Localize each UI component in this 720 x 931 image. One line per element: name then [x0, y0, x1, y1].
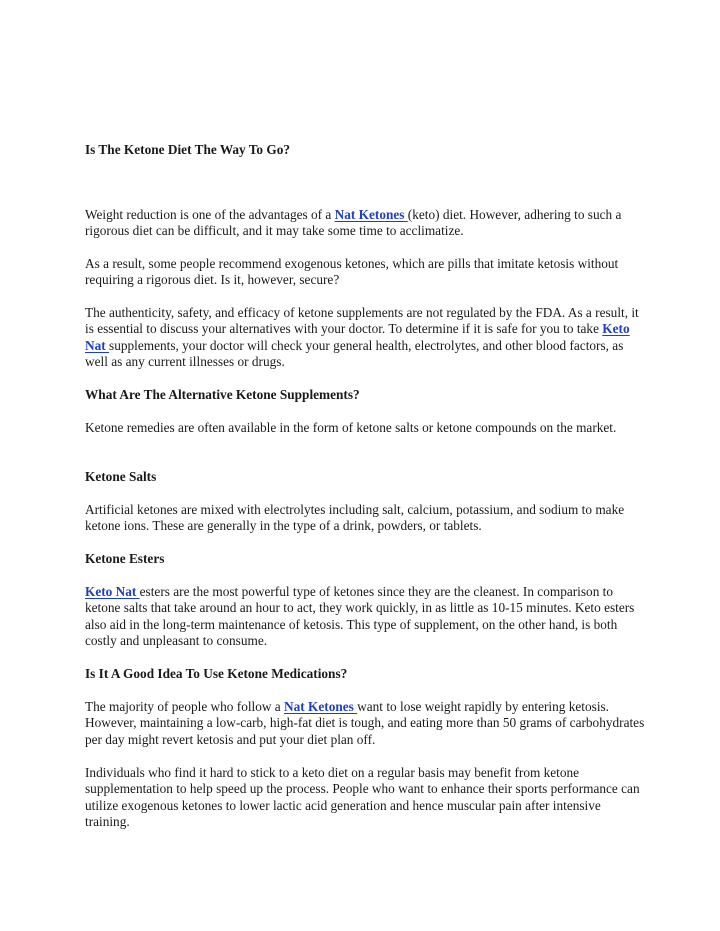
paragraph-exogenous: As a result, some people recommend exogenous ketones, which are pills that imitate ketosis without requiring a rigorous diet. Is it, however, secure?: [85, 256, 619, 288]
nat-ketones-link[interactable]: Nat Ketones: [334, 207, 408, 222]
paragraph-text: supplements, your doctor will check your general health, electrolytes, and other blood factors, as well as any current illnesses or drugs.: [85, 337, 624, 369]
paragraph-remedies: Ketone remedies are often available in the form of ketone salts or ketone compounds on the market.: [85, 420, 617, 435]
paragraph-text: (keto) diet. However, adhering to such a rigorous diet can be difficult, and it may take some time to acclimatize.: [85, 207, 622, 239]
page-title: Is The Ketone Diet The Way To Go?: [85, 142, 291, 157]
section-heading-alternatives: What Are The Alternative Ketone Supplements?: [85, 387, 360, 402]
paragraph-text: The authenticity, safety, and efficacy of ketone supplements are not regulated by the FDA. As a result, it is essential to discuss your alternatives with your doctor. To determine if it is safe for you to take: [85, 305, 639, 337]
paragraph-text: esters are the most powerful type of ketones since they are the cleanest. In comparison to ketone salts that take around an hour to act, they work quickly, in as little as 10-15 minutes. Keto esters also aid in the long-term maintenance of ketosis. This type of supplement, on the other hand, is both costly and unpleasant to consume.: [85, 584, 635, 648]
paragraph-intro: [85, 207, 645, 240]
section-heading-medications: Is It A Good Idea To Use Ketone Medications?: [85, 666, 348, 681]
keto-nat-link[interactable]: Keto Nat: [85, 321, 630, 353]
paragraph-text: Weight reduction is one of the advantages of a: [85, 207, 335, 222]
paragraph-text: The majority of people who follow a: [85, 699, 285, 714]
paragraph-majority: [85, 699, 645, 748]
paragraph-fda: [85, 305, 645, 370]
section-heading-salts: Ketone Salts: [85, 469, 157, 484]
paragraph-esters: [85, 584, 645, 649]
section-heading-esters: Ketone Esters: [85, 551, 165, 566]
keto-nat-link[interactable]: Keto Nat: [85, 584, 140, 599]
paragraph-text: want to lose weight rapidly by entering ketosis. However, maintaining a low-carb, high-fat diet is tough, and eating more than 50 grams of carbohydrates per day might revert ketosis and put your diet plan off.: [85, 699, 645, 747]
nat-ketones-link[interactable]: Nat Ketones: [284, 699, 358, 714]
paragraph-supplementation: Individuals who find it hard to stick to a keto diet on a regular basis may benefit from ketone supplementation to help speed up the process. People who want to enhance their sports performance can utilize exogenous ketones to lower lactic acid generation and hence muscular pain after intensive training.: [85, 765, 640, 829]
paragraph-salts: Artificial ketones are mixed with electrolytes including salt, calcium, potassium, and sodium to make ketone ions. These are generally in the type of a drink, powders, or tablets.: [85, 502, 625, 534]
